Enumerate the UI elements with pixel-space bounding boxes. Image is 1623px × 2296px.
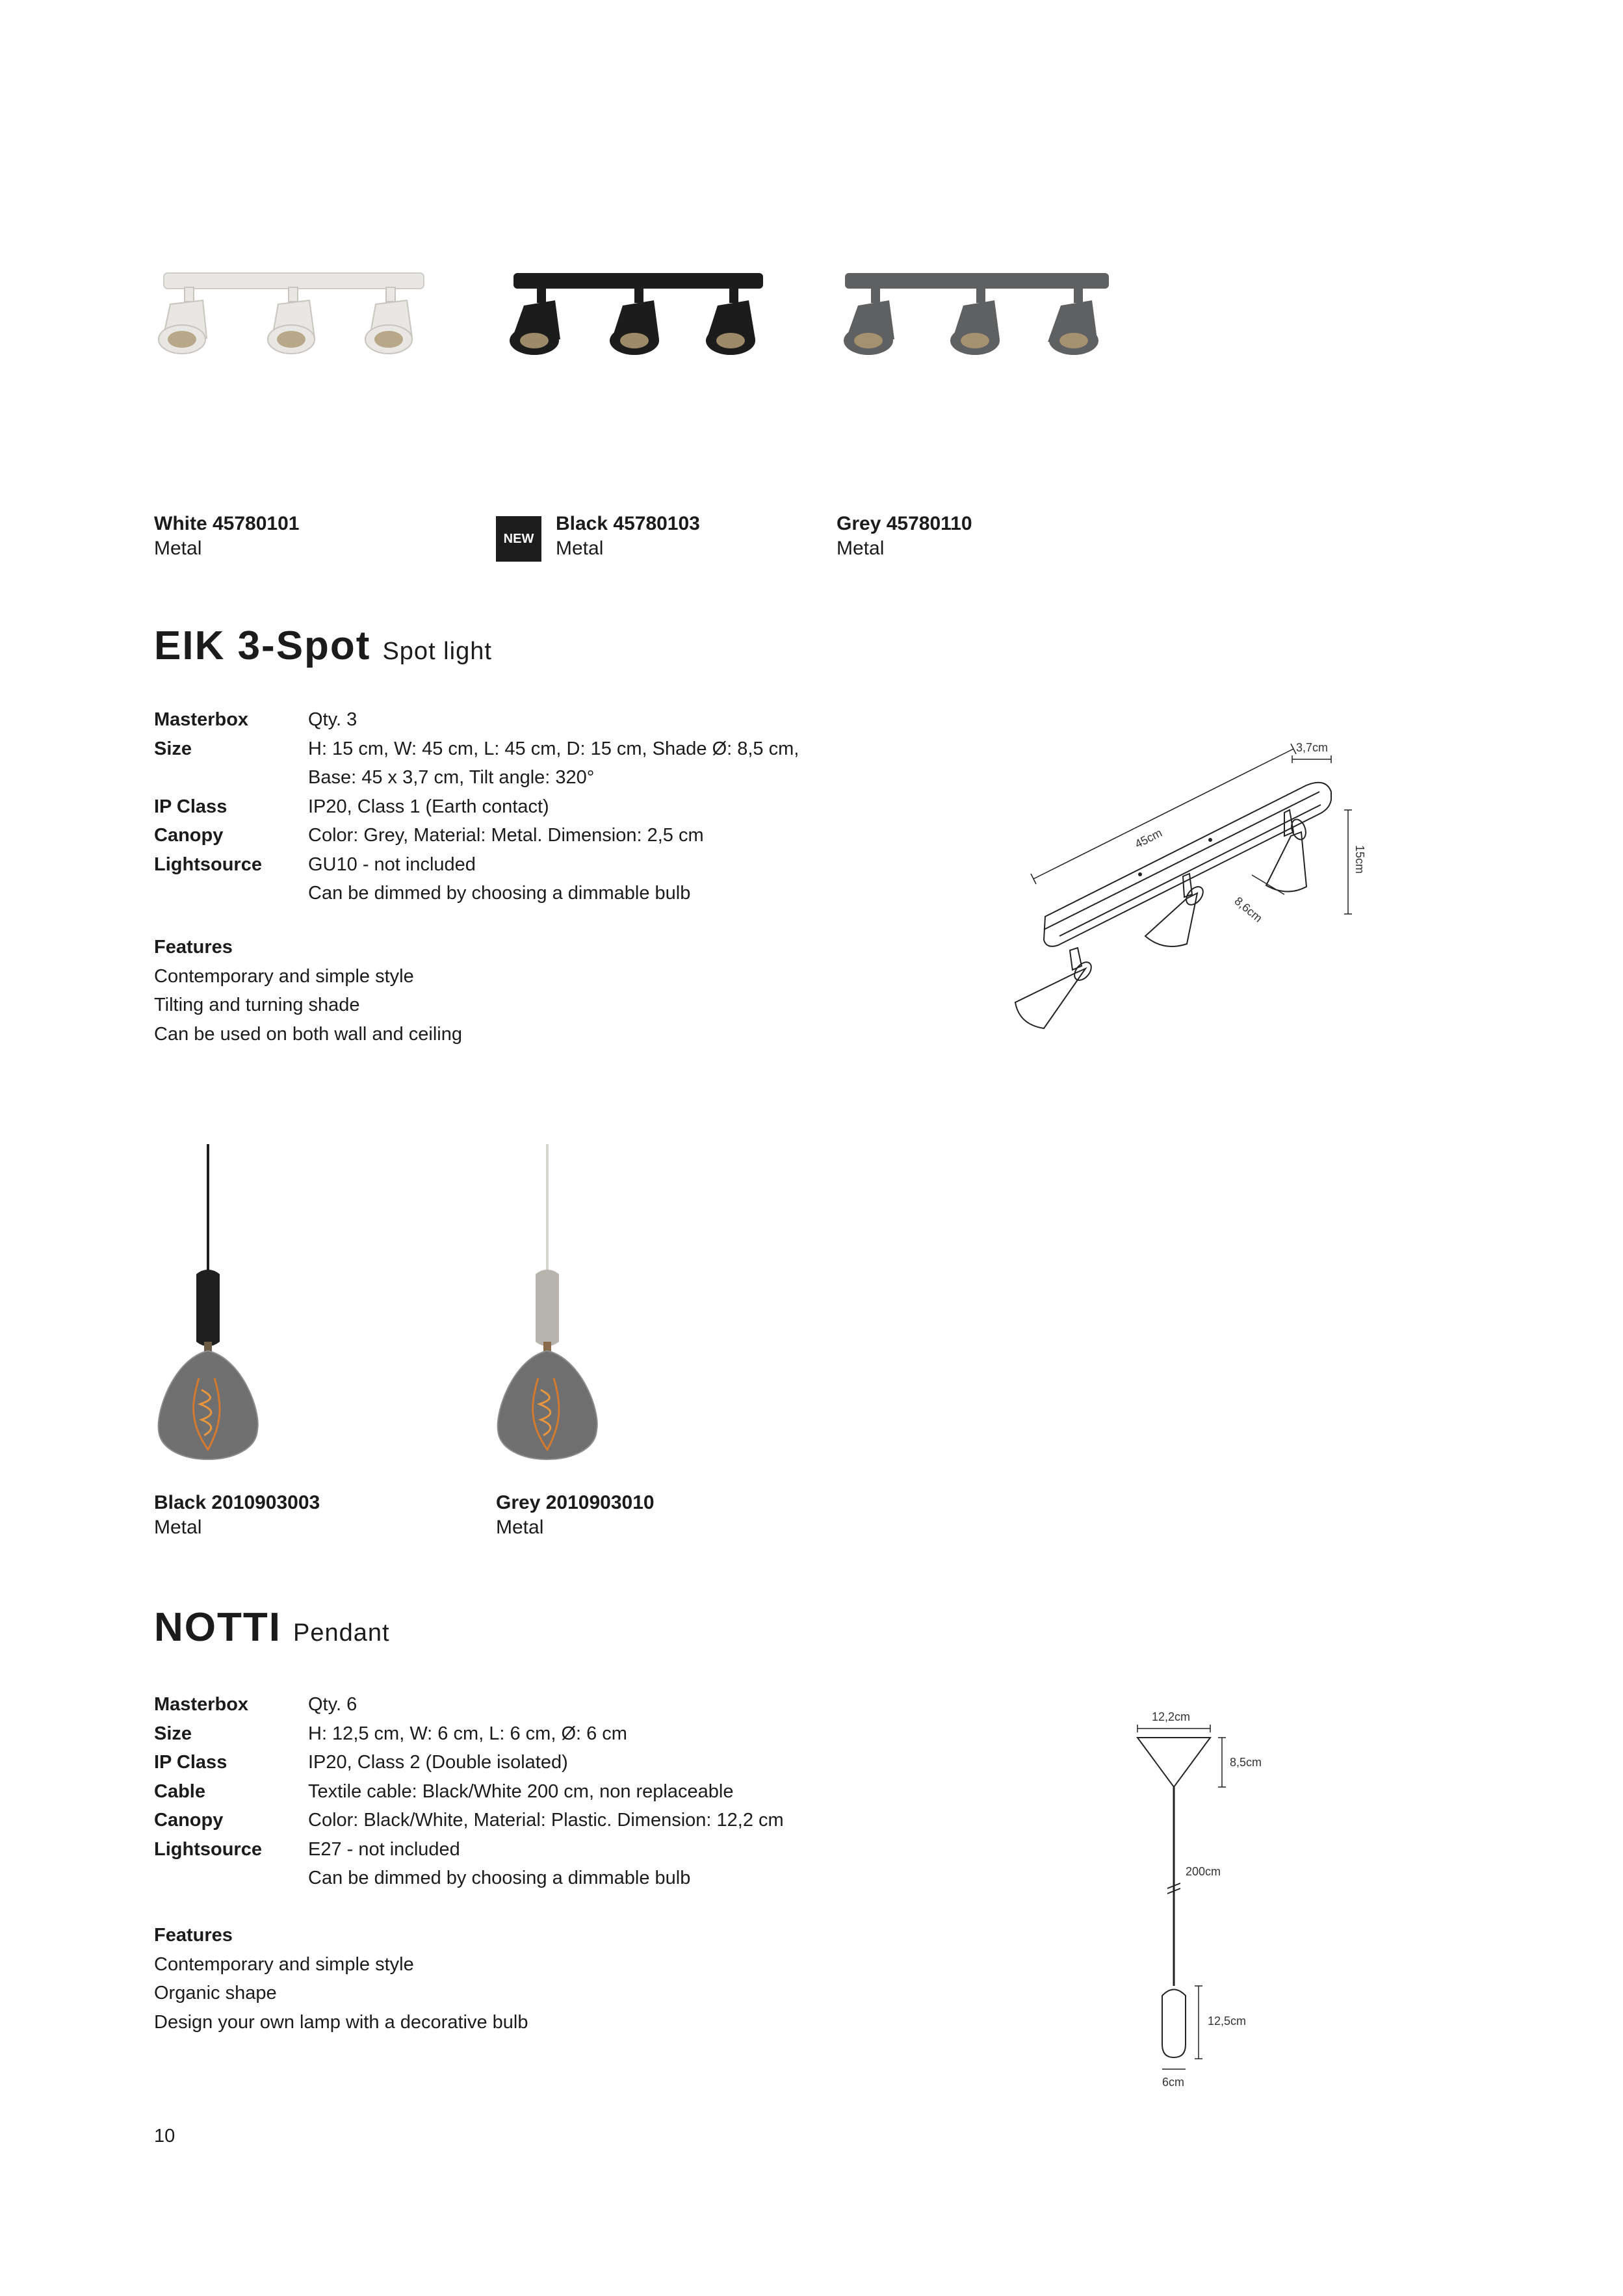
variant-material: Metal (556, 538, 604, 559)
variant-title: Grey 45780110 (837, 513, 972, 534)
feature-item: Tilting and turning shade (154, 995, 360, 1015)
spec-key: Masterbox (154, 709, 249, 730)
spec-key: Cable (154, 1781, 205, 1802)
eik-variant-grey (837, 512, 972, 561)
eik-product-title (154, 623, 492, 669)
spec-key: Lightsource (154, 854, 262, 875)
spec-row (154, 1806, 784, 1835)
feature-item: Design your own lamp with a decorative bulb (154, 2011, 528, 2033)
features-heading: Features (154, 1925, 233, 1946)
dim-label-width: 3,7cm (1296, 741, 1329, 754)
spec-row (154, 735, 799, 764)
eik-grey-photo (833, 254, 1119, 384)
spec-value: Qty. 3 (308, 709, 357, 730)
spec-key: Size (154, 738, 192, 759)
spec-value: Color: Grey, Material: Metal. Dimension: 2,5 cm (308, 825, 704, 846)
spec-key: Canopy (154, 825, 224, 846)
eik-black-photo (495, 254, 781, 384)
spec-key: Lightsource (154, 1838, 262, 1860)
product-name: EIK 3-Spot (154, 623, 371, 668)
eik-features (154, 933, 462, 1049)
spec-value: IP20, Class 2 (Double isolated) (308, 1752, 568, 1773)
spec-row (154, 792, 799, 822)
spec-value: Color: Black/White, Material: Plastic. Dimension: 12,2 cm (308, 1810, 784, 1831)
spec-value: Textile cable: Black/White 200 cm, non replaceable (308, 1781, 734, 1802)
eik-dimension-drawing (1001, 735, 1391, 1060)
spec-value: GU10 - not included (308, 854, 476, 875)
eik-variant-white (154, 512, 299, 561)
eik-spec-table (154, 705, 799, 908)
spec-key: IP Class (154, 1752, 227, 1773)
dim-label-cable: 200cm (1186, 1865, 1221, 1878)
spec-key: Masterbox (154, 1694, 249, 1715)
product-subtitle: Pendant (292, 1619, 390, 1647)
spec-row (154, 1748, 784, 1777)
spec-row (154, 850, 799, 880)
variant-title: White 45780101 (154, 513, 300, 534)
notti-grey-photo (495, 1144, 625, 1482)
dim-label-body-width: 6cm (1162, 2076, 1185, 2089)
spec-key (154, 763, 308, 792)
notti-features (154, 1921, 528, 2037)
page-number: 10 (154, 2126, 175, 2146)
spec-value: IP20, Class 1 (Earth contact) (308, 796, 549, 817)
variant-title: Black 2010903003 (154, 1492, 320, 1513)
spec-value: H: 15 cm, W: 45 cm, L: 45 cm, D: 15 cm, Shade Ø: 8,5 cm, (308, 738, 799, 759)
feature-item: Contemporary and simple style (154, 1953, 414, 1975)
dim-label-canopy-height: 8,5cm (1230, 1756, 1262, 1769)
spec-row (154, 1777, 784, 1807)
variant-material: Metal (154, 538, 202, 559)
product-name: NOTTI (154, 1605, 281, 1650)
dim-label-body-height: 12,5cm (1208, 2015, 1247, 2028)
spec-value: Can be dimmed by choosing a dimmable bulb (308, 883, 691, 904)
features-heading: Features (154, 937, 233, 958)
spec-key: Canopy (154, 1810, 224, 1831)
variant-title: Grey 2010903010 (496, 1492, 655, 1513)
spec-row (154, 879, 799, 908)
feature-item: Can be used on both wall and ceiling (154, 1023, 462, 1045)
spec-row (154, 705, 799, 735)
variant-title: Black 45780103 (556, 513, 700, 534)
spec-key (154, 1864, 308, 1893)
variant-material: Metal (496, 1517, 544, 1538)
spec-value: H: 12,5 cm, W: 6 cm, L: 6 cm, Ø: 6 cm (308, 1723, 627, 1744)
eik-variant-black (556, 512, 700, 561)
feature-item: Contemporary and simple style (154, 965, 414, 987)
eik-white-photo (151, 254, 437, 384)
spec-value: Qty. 6 (308, 1694, 357, 1715)
notti-dimension-drawing (1118, 1700, 1313, 2103)
spec-row (154, 763, 799, 792)
feature-item: Organic shape (154, 1983, 277, 2003)
spec-row (154, 1864, 784, 1893)
spec-row (154, 821, 799, 850)
product-subtitle: Spot light (382, 638, 492, 665)
spec-row (154, 1690, 784, 1719)
dim-label-shade: 8,6cm (1232, 894, 1265, 925)
new-badge: NEW (496, 516, 541, 562)
dim-label-length: 45cm (1132, 826, 1165, 851)
spec-row (154, 1719, 784, 1749)
notti-spec-table (154, 1690, 784, 1893)
dim-label-height: 15cm (1353, 845, 1366, 874)
notti-variant-grey (496, 1491, 655, 1540)
spec-key: Size (154, 1723, 192, 1744)
notti-black-photo (151, 1144, 281, 1482)
variant-material: Metal (837, 538, 885, 559)
notti-variant-black (154, 1491, 320, 1540)
notti-product-title (154, 1604, 390, 1650)
variant-material: Metal (154, 1517, 202, 1538)
dim-label-canopy: 12,2cm (1152, 1710, 1191, 1723)
spec-value: Base: 45 x 3,7 cm, Tilt angle: 320° (308, 767, 595, 788)
spec-key (154, 879, 308, 908)
spec-key: IP Class (154, 796, 227, 817)
spec-value: E27 - not included (308, 1838, 460, 1860)
spec-row (154, 1835, 784, 1864)
spec-value: Can be dimmed by choosing a dimmable bulb (308, 1868, 691, 1888)
